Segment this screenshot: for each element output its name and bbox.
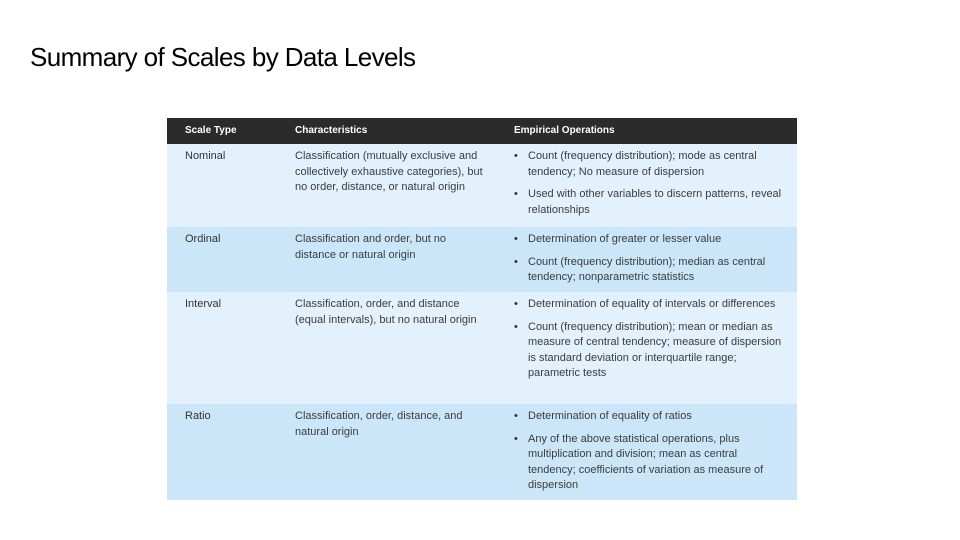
operation-text: Determination of greater or lesser value — [528, 233, 722, 245]
operation-item — [514, 232, 783, 248]
header-row — [167, 118, 797, 144]
operation-text: Count (frequency distribution); median as central tendency; nonparametric statistics — [528, 255, 766, 283]
characteristics-cell: Classification, order, and distance (equal intervals), but no natural origin — [277, 292, 497, 404]
operations-list — [497, 232, 783, 286]
header-empirical-operations: Empirical Operations — [497, 118, 797, 144]
scale-type-cell: Ordinal — [167, 227, 277, 292]
operations-cell — [497, 404, 797, 500]
operations-list — [497, 149, 783, 218]
operation-item — [514, 149, 783, 180]
bullet-icon: • — [514, 233, 518, 245]
bullet-icon: • — [514, 432, 518, 445]
operation-item — [514, 320, 783, 382]
scale-type-cell: Ratio — [167, 404, 277, 500]
table-body — [167, 144, 797, 500]
operation-item — [514, 297, 783, 313]
bullet-icon: • — [514, 410, 518, 422]
operation-text: Determination of equality of ratios — [528, 410, 692, 422]
operation-text: Determination of equality of intervals or differences — [528, 298, 776, 310]
header-scale-type: Scale Type — [167, 118, 277, 144]
scales-summary-table — [167, 118, 797, 500]
scale-type-cell: Interval — [167, 292, 277, 404]
characteristics-cell: Classification and order, but no distance or natural origin — [277, 227, 497, 292]
operations-cell — [497, 144, 797, 227]
table-row-ratio — [167, 404, 797, 500]
operation-item — [514, 432, 783, 494]
operations-cell — [497, 227, 797, 292]
header-characteristics: Characteristics — [277, 118, 497, 144]
bullet-icon: • — [514, 150, 518, 162]
operations-list — [497, 297, 783, 382]
operation-item — [514, 187, 783, 218]
bullet-icon: • — [514, 298, 518, 310]
operation-item — [514, 409, 783, 425]
scale-type-cell: Nominal — [167, 144, 277, 227]
operation-text: Count (frequency distribution); mode as central tendency; No measure of dispersion — [528, 150, 757, 178]
bullet-icon: • — [514, 320, 518, 333]
operation-item — [514, 255, 783, 286]
operation-text: Used with other variables to discern patterns, reveal relationships — [528, 188, 782, 216]
bullet-icon: • — [514, 188, 518, 200]
table-header — [167, 118, 797, 144]
operations-list — [497, 409, 783, 494]
operations-cell — [497, 292, 797, 404]
table-row-ordinal — [167, 227, 797, 292]
characteristics-cell: Classification, order, distance, and natural origin — [277, 404, 497, 500]
table-row-interval — [167, 292, 797, 404]
slide-title: Summary of Scales by Data Levels — [30, 42, 416, 72]
operation-text: Count (frequency distribution); mean or median as measure of central tendency; measure of dispersion is standard deviation or interquartile range; parametric tests — [528, 320, 782, 379]
characteristics-cell: Classification (mutually exclusive and collectively exhaustive categories), but no order, distance, or natural origin — [277, 144, 497, 227]
scales-table-container — [167, 118, 797, 500]
bullet-icon: • — [514, 255, 518, 268]
operation-text: Any of the above statistical operations, plus multiplication and division; mean as central tendency; coefficients of variation as measure of dispersion — [528, 432, 764, 491]
table-row-nominal — [167, 144, 797, 227]
